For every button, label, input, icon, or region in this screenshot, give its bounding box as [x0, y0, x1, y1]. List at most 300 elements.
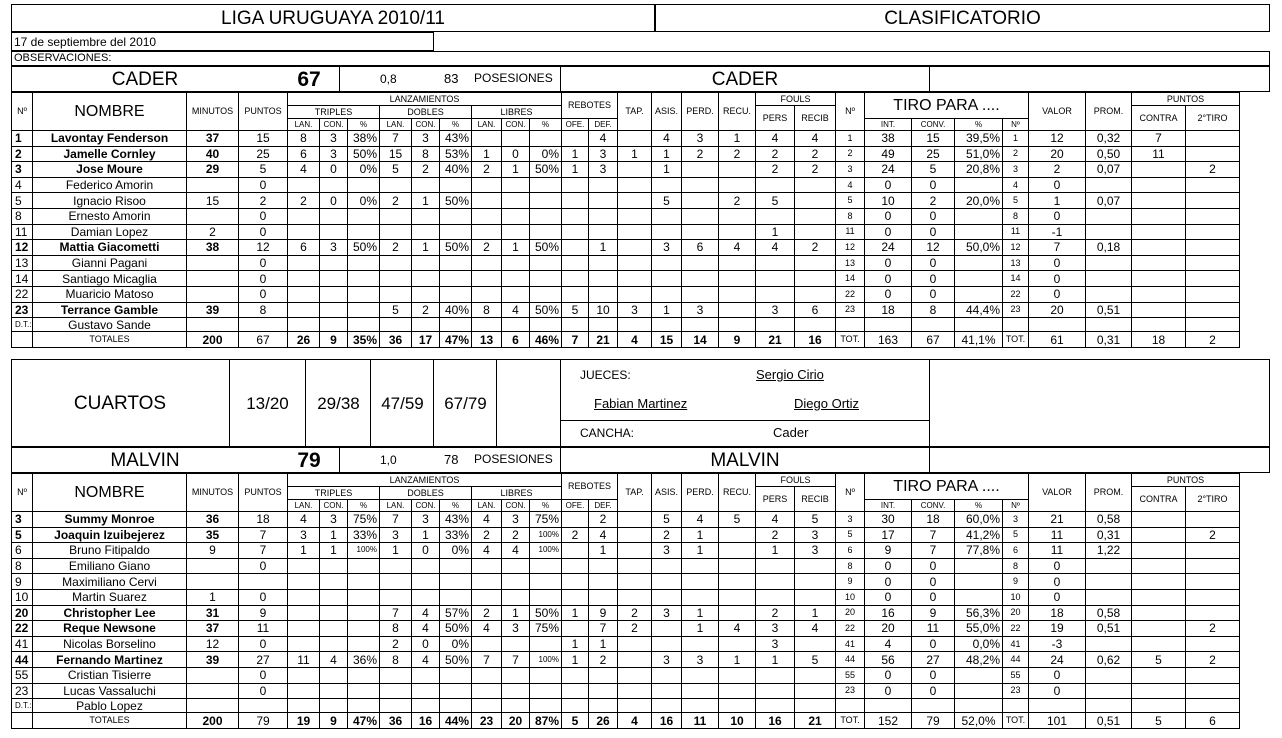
home-possessions: 83: [444, 71, 459, 86]
stat-cell: [719, 224, 756, 240]
player-row: [12, 512, 1240, 528]
stat-cell: 0,31: [1086, 527, 1132, 543]
stat-cell: [618, 574, 652, 590]
stat-cell: 9: [865, 543, 912, 559]
stat-cell: [530, 224, 562, 240]
stat-cell: [618, 193, 652, 209]
away-table: [11, 473, 1240, 729]
stat-cell: 7: [380, 131, 412, 147]
stat-cell: 40%: [440, 302, 472, 318]
player-name: Ernesto Amorin: [33, 208, 187, 224]
header-int: INT.: [865, 500, 912, 512]
stat-cell: [502, 574, 530, 590]
stat-cell: [288, 302, 320, 318]
stat-cell: 1: [682, 605, 719, 621]
stat-cell: [530, 255, 562, 271]
stat-cell: 15: [380, 146, 412, 162]
stat-cell: 1: [589, 240, 618, 256]
stat-cell: 0: [1029, 683, 1086, 699]
stat-cell: 1: [562, 605, 589, 621]
stat-cell: 0: [412, 543, 440, 559]
stat-cell: 7: [239, 527, 288, 543]
stat-cell: 10: [836, 589, 865, 605]
stat-cell: 8: [380, 652, 412, 668]
stat-cell: 7: [502, 652, 530, 668]
header-asis: ASIS.: [652, 93, 682, 131]
stat-cell: [795, 271, 836, 287]
stat-cell: 31: [187, 605, 239, 621]
stat-cell: 0,51: [1086, 302, 1132, 318]
stat-cell: [756, 177, 795, 193]
stat-cell: [530, 574, 562, 590]
stat-cell: 0,51: [1086, 621, 1132, 637]
stat-cell: [320, 574, 348, 590]
header-pct: %: [348, 500, 380, 512]
stat-cell: [348, 605, 380, 621]
stat-cell: 1: [756, 224, 795, 240]
player-name: Gianni Pagani: [33, 255, 187, 271]
stat-cell: [719, 589, 756, 605]
stat-cell: [320, 683, 348, 699]
stat-cell: 0: [865, 208, 912, 224]
stat-cell: 9: [912, 605, 955, 621]
header-perd: PERD.: [682, 93, 719, 131]
stat-cell: 4: [756, 131, 795, 147]
stat-cell: [412, 208, 440, 224]
stat-cell: [756, 271, 795, 287]
stat-cell: 8: [380, 621, 412, 637]
stat-cell: [288, 255, 320, 271]
stat-cell: 0: [912, 271, 955, 287]
stat-cell: [502, 193, 530, 209]
stat-cell: 6: [795, 302, 836, 318]
stat-cell: 0: [412, 636, 440, 652]
header-valor: VALOR: [1029, 474, 1086, 512]
stat-cell: 2: [1003, 146, 1029, 162]
stat-cell: [502, 558, 530, 574]
stat-cell: 3: [320, 131, 348, 147]
stat-cell: 5: [836, 193, 865, 209]
stat-cell: 23: [12, 302, 33, 318]
stat-cell: [618, 589, 652, 605]
player-row: [12, 543, 1240, 559]
stat-cell: 49: [865, 146, 912, 162]
stat-cell: [652, 177, 682, 193]
stat-cell: 0: [912, 255, 955, 271]
player-name: Fernando Martinez: [33, 652, 187, 668]
stat-cell: [589, 208, 618, 224]
stat-cell: 4: [412, 652, 440, 668]
stat-cell: 0: [239, 208, 288, 224]
stat-cell: 2: [1029, 162, 1086, 178]
stat-cell: 75%: [530, 621, 562, 637]
stat-cell: 2: [187, 224, 239, 240]
stat-cell: 0,0%: [955, 636, 1003, 652]
stat-cell: 2: [502, 527, 530, 543]
player-row: [12, 162, 1240, 178]
header-def: DEF.: [589, 119, 618, 131]
stat-cell: [380, 208, 412, 224]
stat-cell: [618, 240, 652, 256]
header-nombre: NOMBRE: [33, 474, 187, 512]
total-cell: 16: [756, 713, 795, 729]
total-cell: 17: [412, 332, 440, 348]
stat-cell: [618, 208, 652, 224]
stat-cell: 25: [239, 146, 288, 162]
player-row: [12, 302, 1240, 318]
empty-cell: [1003, 699, 1029, 713]
stat-cell: 0: [912, 636, 955, 652]
total-cell: 11: [682, 713, 719, 729]
stat-cell: 3: [795, 543, 836, 559]
stat-cell: 0: [865, 177, 912, 193]
stat-cell: [348, 621, 380, 637]
away-team-name-right: MALVIN: [710, 450, 780, 471]
header-contra: CONTRA: [1132, 106, 1186, 131]
stat-cell: [1132, 589, 1186, 605]
stat-cell: 2: [1186, 652, 1240, 668]
stat-cell: [187, 286, 239, 302]
empty-cell: [618, 699, 652, 713]
header-ofe: OFE.: [562, 500, 589, 512]
empty-cell: [1086, 318, 1132, 332]
stat-cell: [380, 574, 412, 590]
stat-cell: 7: [912, 543, 955, 559]
stat-cell: 2: [618, 621, 652, 637]
stat-cell: [1186, 683, 1240, 699]
stat-cell: -1: [1029, 224, 1086, 240]
stat-cell: 4: [836, 177, 865, 193]
stat-cell: 0: [912, 683, 955, 699]
stat-cell: [502, 208, 530, 224]
stat-cell: [288, 636, 320, 652]
stat-cell: [440, 683, 472, 699]
stat-cell: 1: [652, 162, 682, 178]
stat-cell: [187, 255, 239, 271]
stat-cell: 8: [836, 558, 865, 574]
stat-cell: [562, 543, 589, 559]
stat-cell: 4: [412, 621, 440, 637]
stat-cell: [682, 636, 719, 652]
stat-cell: [348, 683, 380, 699]
stat-cell: [348, 177, 380, 193]
stat-cell: 44: [1003, 652, 1029, 668]
total-cell: 152: [865, 713, 912, 729]
stat-cell: [682, 177, 719, 193]
stat-cell: 2: [589, 652, 618, 668]
stat-cell: [795, 224, 836, 240]
stat-cell: 33%: [348, 527, 380, 543]
stat-cell: [618, 224, 652, 240]
stat-cell: [618, 683, 652, 699]
stat-cell: [682, 162, 719, 178]
stat-cell: [562, 255, 589, 271]
stat-cell: 41: [1003, 636, 1029, 652]
stat-cell: 3: [795, 527, 836, 543]
stat-cell: 3: [618, 302, 652, 318]
stat-cell: 13: [12, 255, 33, 271]
header-int: INT.: [865, 119, 912, 131]
header-minutos: MINUTOS: [187, 93, 239, 131]
stat-cell: 2: [12, 146, 33, 162]
empty-cell: [348, 318, 380, 332]
stat-cell: 55: [1003, 667, 1029, 683]
stat-cell: 8: [12, 208, 33, 224]
stat-cell: [652, 621, 682, 637]
stat-cell: [719, 667, 756, 683]
header-nombre: NOMBRE: [33, 93, 187, 131]
header-rebotes: REBOTES: [562, 474, 618, 500]
total-cell: 200: [187, 332, 239, 348]
stat-cell: [412, 574, 440, 590]
stat-cell: 0: [912, 558, 955, 574]
stat-cell: [1186, 177, 1240, 193]
stat-cell: [380, 286, 412, 302]
total-cell: 52,0%: [955, 713, 1003, 729]
stat-cell: [562, 621, 589, 637]
player-row: [12, 667, 1240, 683]
stat-cell: [472, 271, 502, 287]
header-puntos-group: PUNTOS: [1132, 93, 1240, 106]
header-rebotes: REBOTES: [562, 93, 618, 119]
stat-cell: 0: [1029, 667, 1086, 683]
stat-cell: [440, 224, 472, 240]
stat-cell: 11: [12, 224, 33, 240]
stat-cell: 0,50: [1086, 146, 1132, 162]
stat-cell: 11: [1029, 527, 1086, 543]
totals-label: TOTALES: [33, 713, 187, 729]
stat-cell: [288, 683, 320, 699]
empty-cell: [912, 699, 955, 713]
stat-cell: 5: [1132, 652, 1186, 668]
stat-cell: 9: [589, 605, 618, 621]
player-row: [12, 683, 1240, 699]
stat-cell: [795, 636, 836, 652]
stat-cell: [530, 683, 562, 699]
stat-cell: [288, 224, 320, 240]
player-name: Jamelle Cornley: [33, 146, 187, 162]
header-fouls: FOULS: [756, 93, 836, 106]
stat-cell: [562, 512, 589, 528]
stat-cell: 0: [1029, 271, 1086, 287]
stat-cell: [440, 574, 472, 590]
stat-cell: 5: [1003, 527, 1029, 543]
stat-cell: [719, 162, 756, 178]
empty-cell: [589, 318, 618, 332]
empty-cell: [955, 318, 1003, 332]
stat-cell: 50%: [440, 193, 472, 209]
stat-cell: 4: [795, 621, 836, 637]
stat-cell: 22: [836, 621, 865, 637]
stat-cell: 30: [865, 512, 912, 528]
stat-cell: [187, 558, 239, 574]
stat-cell: 4: [502, 543, 530, 559]
header-triples: TRIPLES: [288, 106, 380, 119]
empty-cell: [1086, 699, 1132, 713]
stat-cell: 41: [836, 636, 865, 652]
stat-cell: 0: [912, 177, 955, 193]
stat-cell: 3: [836, 512, 865, 528]
stat-cell: 1: [187, 589, 239, 605]
stat-cell: 12: [1003, 240, 1029, 256]
total-cell: 47%: [348, 713, 380, 729]
header-nro-2: Nº: [836, 474, 865, 512]
stat-cell: 4: [795, 131, 836, 147]
total-cell: 10: [719, 713, 756, 729]
stat-cell: 5: [652, 512, 682, 528]
stat-cell: [348, 667, 380, 683]
stat-cell: [562, 574, 589, 590]
stat-cell: 75%: [348, 512, 380, 528]
stat-cell: [682, 667, 719, 683]
stat-cell: 2: [795, 162, 836, 178]
stat-cell: 4: [502, 302, 530, 318]
stat-cell: 3: [756, 636, 795, 652]
empty-cell: [380, 699, 412, 713]
player-name: Summy Monroe: [33, 512, 187, 528]
stat-cell: 6: [682, 240, 719, 256]
player-row: [12, 605, 1240, 621]
stat-cell: 0: [865, 224, 912, 240]
header-conv: CONV.: [912, 500, 955, 512]
stat-cell: [795, 208, 836, 224]
stat-cell: [719, 574, 756, 590]
stat-cell: 0: [865, 574, 912, 590]
stat-cell: 2: [1186, 162, 1240, 178]
stat-cell: 1: [562, 636, 589, 652]
stat-cell: [187, 177, 239, 193]
home-score: 67: [297, 68, 321, 91]
stat-cell: [682, 589, 719, 605]
stat-cell: 10: [1003, 589, 1029, 605]
stat-cell: [719, 605, 756, 621]
empty-cell: [187, 699, 239, 713]
stat-cell: [618, 667, 652, 683]
player-row: [12, 636, 1240, 652]
stat-cell: 6: [836, 543, 865, 559]
stat-cell: [1186, 271, 1240, 287]
home-table: [11, 92, 1240, 348]
stat-cell: [348, 558, 380, 574]
empty-cell: [682, 699, 719, 713]
stat-cell: [719, 255, 756, 271]
header-nro-3: Nº: [1003, 500, 1029, 512]
stat-cell: 0: [502, 146, 530, 162]
stat-cell: [1186, 255, 1240, 271]
stat-cell: [1186, 636, 1240, 652]
header-segundo-tiro: 2°TIRO: [1186, 106, 1240, 131]
stat-cell: [1186, 224, 1240, 240]
stat-cell: [955, 667, 1003, 683]
header-con: CON.: [320, 500, 348, 512]
stat-cell: 3: [652, 605, 682, 621]
stat-cell: 55,0%: [955, 621, 1003, 637]
total-cell: 200: [187, 713, 239, 729]
stat-cell: 18: [865, 302, 912, 318]
player-row: [12, 574, 1240, 590]
home-possessions-label: POSESIONES: [474, 71, 553, 85]
stat-cell: [320, 208, 348, 224]
stat-cell: [1132, 193, 1186, 209]
empty-cell: [239, 318, 288, 332]
header-pct: %: [530, 119, 562, 131]
player-name: Santiago Micaglia: [33, 271, 187, 287]
stat-cell: 0,58: [1086, 512, 1132, 528]
player-name: Lucas Vassaluchi: [33, 683, 187, 699]
stat-cell: [682, 558, 719, 574]
stat-cell: 0%: [440, 543, 472, 559]
stat-cell: [530, 636, 562, 652]
stat-cell: 5: [795, 652, 836, 668]
stat-cell: 53%: [440, 146, 472, 162]
stat-cell: [502, 683, 530, 699]
stat-cell: 10: [589, 302, 618, 318]
stat-cell: 0: [239, 224, 288, 240]
total-cell: 5: [562, 713, 589, 729]
stat-cell: [652, 667, 682, 683]
stat-cell: 7: [380, 512, 412, 528]
judge-2: Fabian Martinez: [594, 396, 688, 411]
empty-cell: [589, 699, 618, 713]
stat-cell: [530, 193, 562, 209]
stat-cell: 0: [865, 558, 912, 574]
stat-cell: 33%: [440, 527, 472, 543]
stat-cell: [1086, 271, 1132, 287]
header-libres: LIBRES: [472, 106, 562, 119]
stat-cell: 20: [1029, 302, 1086, 318]
stat-cell: 51,0%: [955, 146, 1003, 162]
stat-cell: [288, 558, 320, 574]
stat-cell: 0: [239, 255, 288, 271]
stat-cell: 3: [502, 512, 530, 528]
player-row: [12, 621, 1240, 637]
stat-cell: [530, 589, 562, 605]
stat-cell: 23: [1003, 683, 1029, 699]
total-cell: 19: [288, 713, 320, 729]
totals-label: TOTALES: [33, 332, 187, 348]
stat-cell: 4: [756, 512, 795, 528]
stat-cell: [795, 683, 836, 699]
stat-cell: 11: [912, 621, 955, 637]
stat-cell: [618, 271, 652, 287]
stat-cell: [756, 683, 795, 699]
stat-cell: 22: [836, 286, 865, 302]
stat-cell: 19: [1029, 621, 1086, 637]
stat-cell: [440, 667, 472, 683]
header-valor: VALOR: [1029, 93, 1086, 131]
stat-cell: 1: [562, 162, 589, 178]
stat-cell: 0,18: [1086, 240, 1132, 256]
header-nro-2: Nº: [836, 93, 865, 131]
stat-cell: [530, 131, 562, 147]
stat-cell: 0: [865, 683, 912, 699]
stat-cell: [589, 224, 618, 240]
player-row: [12, 240, 1240, 256]
stat-cell: 4: [472, 512, 502, 528]
stat-cell: 20,0%: [955, 193, 1003, 209]
stat-cell: 37: [187, 621, 239, 637]
empty-cell: [288, 318, 320, 332]
stat-cell: 27: [912, 652, 955, 668]
coach-label: D.T.:: [12, 318, 33, 332]
player-name: Christopher Lee: [33, 605, 187, 621]
header-tap: TAP.: [618, 93, 652, 131]
stat-cell: 77,8%: [955, 543, 1003, 559]
stat-cell: [682, 224, 719, 240]
stat-cell: 18: [912, 512, 955, 528]
header-recu: RECU.: [719, 474, 756, 512]
header-contra: CONTRA: [1132, 487, 1186, 512]
